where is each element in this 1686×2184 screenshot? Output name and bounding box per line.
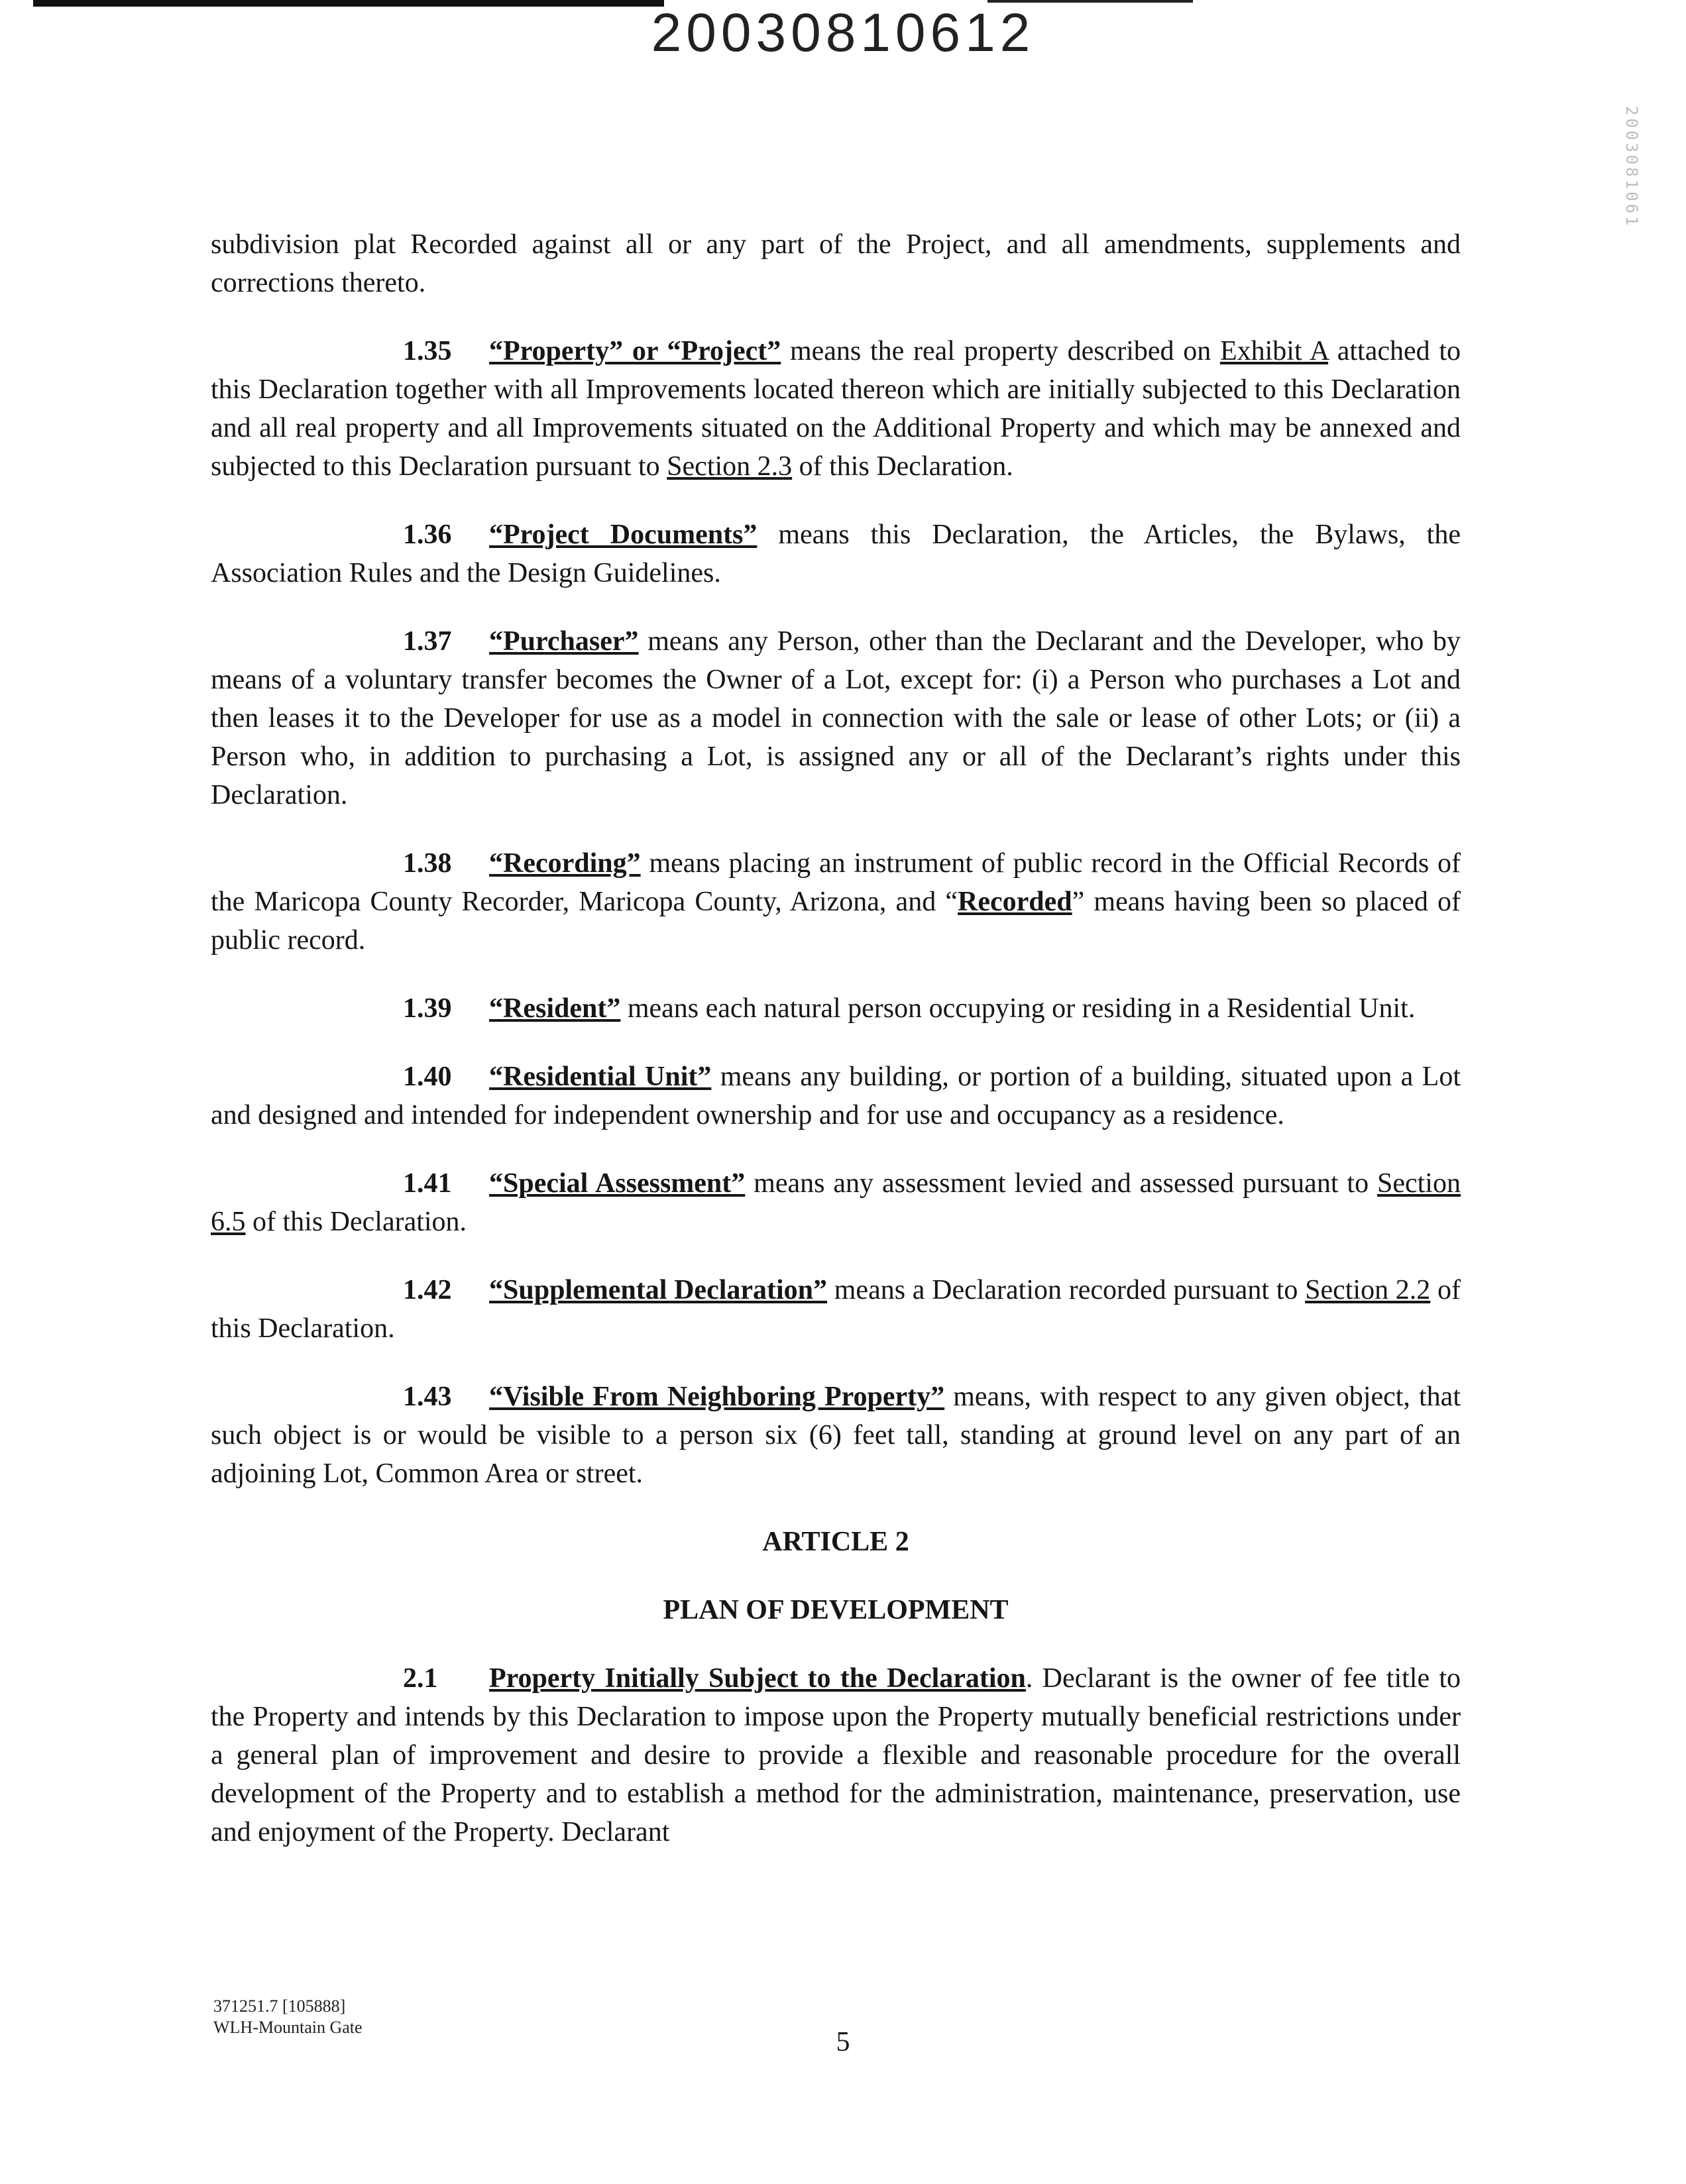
definition-text: of this Declaration. xyxy=(211,1275,1461,1344)
defined-term: “Special Assessment” xyxy=(489,1168,746,1199)
intro-paragraph: subdivision plat Recorded against all or any part of the Project, and all amendments, supplements and corrections thereto. xyxy=(211,229,1461,298)
definition-text: means any building, or portion of a building, situated upon a Lot and designed and intended for independent ownership and for use and occupancy as a residence. xyxy=(211,1062,1461,1130)
defined-term: “Purchaser” xyxy=(489,626,639,657)
definition-1-35 xyxy=(211,332,1461,486)
definition-text: means any Person, other than the Declarant and the Developer, who by means of a voluntary transfer becomes the Owner of a Lot, except for: (i) a Person who purchases a Lot and then leases it to the Developer for use as a model in connection with the sale or lease of other Lots; or (ii) a Person who, in addition to purchasing a Lot, is assigned any or all of the Declarant’s rights under this Declaration. xyxy=(211,626,1461,810)
definition-1-41 xyxy=(211,1164,1461,1241)
footer-doc-ref: 371251.7 [105888] xyxy=(213,1996,346,2016)
definition-text: ” means having been so placed of public record. xyxy=(211,887,1461,956)
definition-1-42 xyxy=(211,1271,1461,1348)
section-2-1 xyxy=(211,1659,1461,1851)
definition-1-39 xyxy=(211,989,1461,1028)
article-label: ARTICLE 2 xyxy=(762,1527,909,1557)
section-number: 1.36 xyxy=(403,519,452,550)
definition-1-43 xyxy=(211,1378,1461,1493)
definition-text: means placing an instrument of public record in the Official Records of the Maricopa County Recorder, Maricopa County, Arizona, and “ xyxy=(211,848,1461,917)
section-reference: Section 6.5 xyxy=(211,1168,1461,1237)
section-number: 1.40 xyxy=(403,1062,452,1092)
section-number: 1.42 xyxy=(403,1275,452,1305)
definition-text: means each natural person occupying or residing in a Residential Unit. xyxy=(620,993,1416,1024)
document-number: 20030810612 xyxy=(651,3,1035,63)
definition-1-37 xyxy=(211,622,1461,814)
section-number: 1.39 xyxy=(403,993,452,1024)
defined-term: “Supplemental Declaration” xyxy=(489,1275,828,1305)
definition-text: of this Declaration. xyxy=(792,451,1013,482)
article-title: PLAN OF DEVELOPMENT xyxy=(663,1595,1009,1625)
section-number: 2.1 xyxy=(403,1663,438,1694)
definition-text: means the real property described on xyxy=(781,336,1220,366)
section-number: 1.35 xyxy=(403,336,452,366)
exhibit-reference: Exhibit A xyxy=(1219,336,1329,366)
definition-1-36 xyxy=(211,516,1461,592)
definition-text: of this Declaration. xyxy=(245,1207,467,1237)
definition-text: means, with respect to any given object, that such object is or would be visible to a person six (6) feet tall, standing at ground level on any part of an adjoining Lot, Common Area or street. xyxy=(211,1382,1461,1489)
section-number: 1.43 xyxy=(403,1382,452,1412)
side-stamp: 2003081061 xyxy=(1622,106,1641,229)
defined-term: “Residential Unit” xyxy=(489,1062,712,1092)
section-reference: Section 2.2 xyxy=(1305,1275,1431,1305)
footer-project: WLH-Mountain Gate xyxy=(213,2018,363,2037)
definition-text: means a Declaration recorded pursuant to xyxy=(827,1275,1306,1305)
definition-text: attached to this Declaration together with all Improvements located thereon which are initially subjected to this Declaration and all real property and all Improvements situated on the Additional Property and which may be annexed and subjected to this Declaration pursuant to xyxy=(211,336,1461,482)
section-text: . Declarant is the owner of fee title to the Property and intends by this Declaration to impose upon the Property mutually beneficial restrictions under a general plan of improvement and desire to provide a flexible and reasonable procedure for the overall development of the Property and to establish a method for the administration, maintenance, preservation, use and enjoyment of the Property. Declarant xyxy=(211,1663,1461,1847)
defined-term: “Resident” xyxy=(489,993,621,1024)
page-number: 5 xyxy=(836,2027,850,2057)
defined-term: “Project Documents” xyxy=(489,519,758,550)
page-body xyxy=(211,225,1461,1881)
defined-term-recorded: Recorded xyxy=(958,887,1072,917)
defined-term: “Recording” xyxy=(489,848,641,879)
section-title: Property Initially Subject to the Declaration xyxy=(489,1663,1026,1694)
section-number: 1.41 xyxy=(403,1168,452,1199)
defined-term: “Visible From Neighboring Property” xyxy=(489,1382,945,1412)
definition-1-40 xyxy=(211,1058,1461,1134)
section-number: 1.38 xyxy=(403,848,452,879)
section-number: 1.37 xyxy=(403,626,452,657)
definition-1-38 xyxy=(211,844,1461,959)
definition-text: means this Declaration, the Articles, the Bylaws, the Association Rules and the Design Guidelines. xyxy=(211,519,1461,588)
section-reference: Section 2.3 xyxy=(667,451,793,482)
definition-text: means any assessment levied and assessed pursuant to xyxy=(745,1168,1377,1199)
defined-term: “Property” or “Project” xyxy=(489,336,781,366)
